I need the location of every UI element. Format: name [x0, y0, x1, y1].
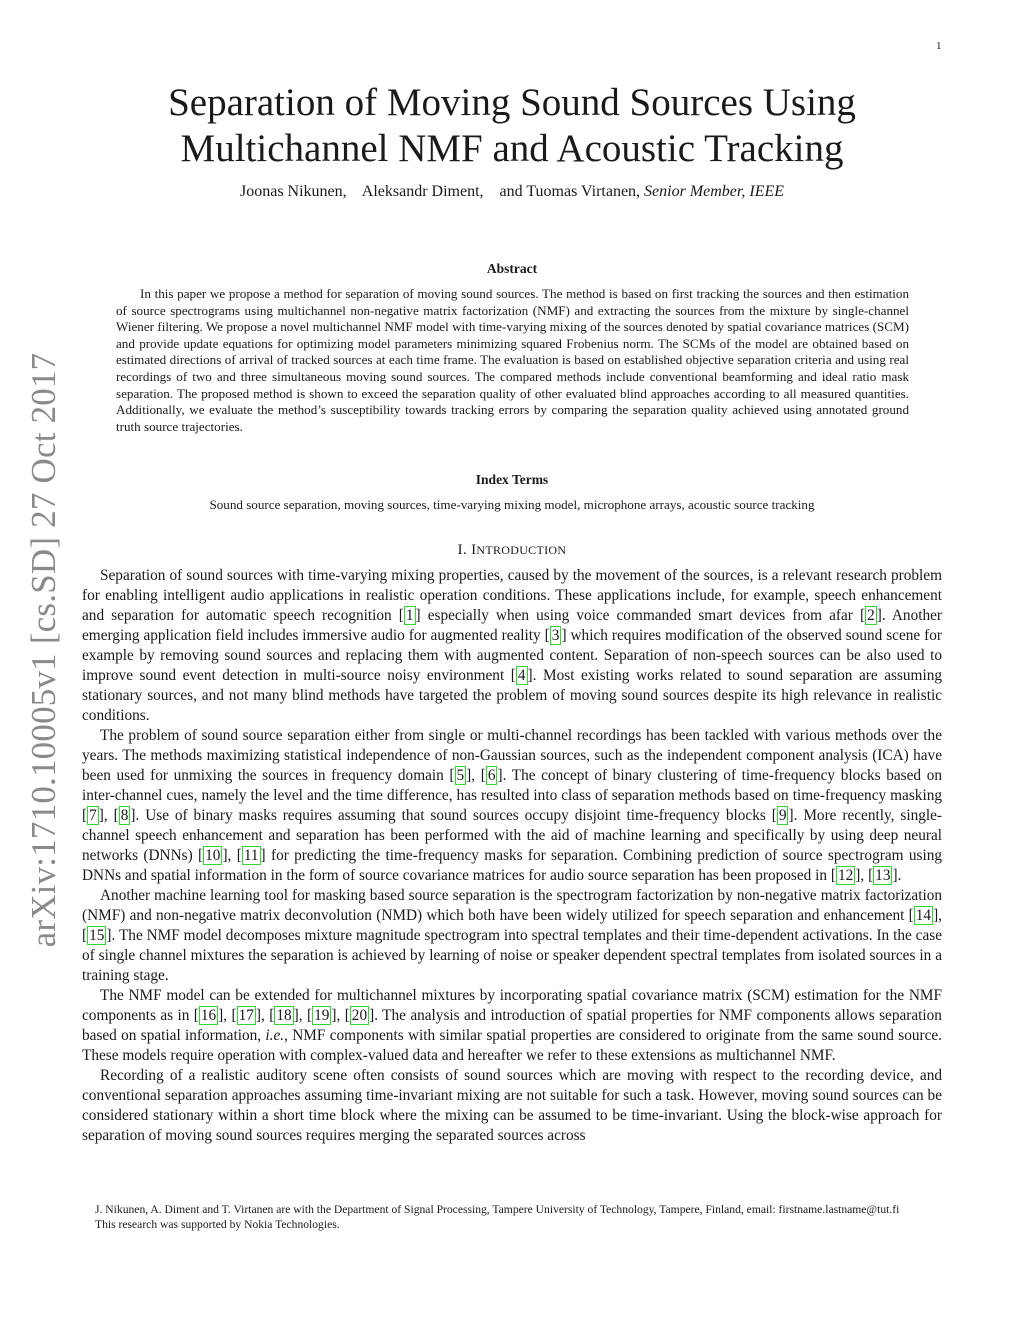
footnote-funding: This research was supported by Nokia Technologies.: [95, 1218, 340, 1231]
text-run: ,: [471, 767, 481, 784]
text-run: Recording of a realistic auditory scene often consists of sound sources which are moving with respect to the recording device, and conventional separation approaches assuming time-invariant mixing are not suitable for such a task. However, moving sound sources can be considered stationary within a short time block where the mixing can be assumed to be time-invariant. Using the block-wise approach for separation of moving sound sources requires merging the separated sources across: [82, 1067, 942, 1144]
title-line-1: Separation of Moving Sound Sources Using: [168, 81, 856, 124]
text-run: ,: [223, 1007, 232, 1024]
paragraph-1: Separation of sound sources with time-varying mixing properties, caused by the movement of the sources, is a relevant research problem for enabling intelligent audio applications in realistic operation conditions. These applications include, for example, speech enhancement and separation for automatic speech recognition [ 1 ] especially when using voice commanded smart devices from afar [ 2 ]. Another emerging application field includes immersive audio for augmented reality [ 3 ] which requires modification of the observed sound scene for example by removing sound sources and replacing them with augmented content. Separation of non-speech sources can be also used to improve sound event detection in multi-source noisy environment [ 4 ]. Most existing works related to sound separation are assuming stationary sources, and not many blind methods have targeted the problem of moving sound sources despite its high relevance in realistic conditions.: [82, 567, 943, 724]
paragraph-3: Another machine learning tool for masking based source separation is the spectrogram factorization by non-negative matrix factorization (NMF) and non-negative matrix deconvolution (NMD) which both have been widely utilized for speech separation and enhancement [ 14 ], [ 15 ]. The NMF model decomposes mixture magnitude spectrogram into spectral templates and their time-dependent activations. In the case of single channel mixtures the separation is achieved by learning of noise or speaker dependent spectral templates from isolated sources in a training stage.: [82, 887, 942, 984]
text-run: The problem of sound source separation either from single or multi-channel recordings has been tackled with various methods over the years. The methods maximizing statistical independence of non-Gaussian sources, such as the independent component analysis (ICA) have been used for unmixing the sources in frequency domain: [82, 727, 942, 784]
text-run: . Another emerging application field includes immersive audio for augmented reality: [82, 607, 942, 644]
citation-link[interactable]: 18: [276, 1007, 292, 1024]
citation-link[interactable]: 15: [89, 927, 105, 944]
author-list: [0, 183, 1024, 201]
citation-link[interactable]: 2: [867, 607, 875, 624]
text-run: ,: [298, 1007, 307, 1024]
text-run: . The analysis and introduction of spatial properties for NMF components allows separation based on spatial information,: [82, 1007, 942, 1044]
index-terms-heading: Index Terms: [475, 472, 549, 487]
text-run: for predicting the time-frequency masks for separation. Combining prediction of source spectrogram using DNNs and spatial information in the form of source covariance matrices for audio source separation has been proposed in: [82, 847, 942, 884]
text-run: especially when using voice commanded smart devices from afar: [420, 607, 860, 624]
author-2: Aleksandr Diment,: [361, 183, 484, 200]
author-membership: Senior Member, IEEE: [644, 183, 785, 200]
page-number: 1: [936, 40, 942, 52]
text-run: Separation of sound sources with time-varying mixing properties, caused by the movement of the sources, is a relevant research problem for enabling intelligent audio applications in realistic operation conditions. These applications include, for example, speech enhancement and separation for automatic speech recognition: [82, 567, 942, 624]
text-run: The NMF model can be extended for multichannel mixtures by incorporating spatial covariance matrix (SCM) estimation for the NMF components as in: [82, 987, 942, 1024]
text-run: ,: [103, 807, 114, 824]
author-3: and Tuomas Virtanen,: [499, 183, 641, 200]
citation-link[interactable]: 7: [89, 807, 97, 824]
title-line-2: Multichannel NMF and Acoustic Tracking: [180, 127, 844, 170]
text-run: ,: [938, 907, 942, 924]
arxiv-stamp: arXiv:1710.10005v1 [cs.SD] 27 Oct 2017: [24, 352, 63, 948]
paragraph-4: The NMF model can be extended for multichannel mixtures by incorporating spatial covariance matrix (SCM) estimation for the NMF components as in [ 16 ], [ 17 ], [ 18 ], [ 19 ], [ 20 ]. The analysis and introduction of spatial properties for NMF components allows separation based on spatial information, i.e., NMF components with similar spatial properties are considered to originate from the same sound source. These models require operation with complex-valued data and hereafter we refer to these extensions as multichannel NMF.: [82, 987, 942, 1064]
text-run: . Use of binary masks requires assuming that sound sources occupy disjoint time-frequency blocks: [135, 807, 772, 824]
abstract-heading: Abstract: [486, 261, 538, 276]
footnotes: [82, 1202, 942, 1232]
citation-link[interactable]: 11: [243, 847, 259, 864]
citation-link[interactable]: 20: [351, 1007, 368, 1024]
abstract-text: In this paper we propose a method for separation of moving sound sources. The method is based on first tracking the sources and then estimation of source spectrograms using multichannel non-negative matrix factorization (NMF) and extracting the sources from the mixture by single-channel Wiener filtering. We propose a novel multichannel NMF model with time-varying mixing of the sources denoted by spatial covariance matrices (SCM) and provide update equations for optimizing model parameters minimizing squared Frobenius norm. The SCMs of the model are obtained based on estimated directions of arrival of tracked sources at each time frame. The evaluation is based on established objective separation criteria and using real recordings of two and three simultaneous moving sound sources. The compared methods include conventional beamforming and ideal ratio mask separation. The proposed method is shown to exceed the separation quality of other evaluated blind approaches according to all measured quantities. Additionally, we evaluate the method’s susceptibility towards tracking errors by comparing the separation quality achieved using annotated ground truth source trajectories.: [116, 286, 909, 434]
text-run: . The NMF model decomposes mixture magnitude spectrogram into spectral templates and their time-dependent activations. In the case of single channel mixtures the separation is achieved by learning of noise or speaker dependent spectral templates from isolated sources in a training stage.: [82, 927, 942, 984]
footnote-affiliation: J. Nikunen, A. Diment and T. Virtanen are with the Department of Signal Processing, Tampere University of Technology, Tampere, Finland, email: firstname.lastname@tut.fi: [95, 1203, 900, 1216]
text-run: . Most existing works related to sound separation are assuming stationary sources, and not many blind methods have targeted the problem of moving sound sources despite its high relevance in realistic conditions.: [82, 667, 943, 724]
text-run-italic: i.e.: [265, 1027, 285, 1044]
index-terms-text: Sound source separation, moving sources, time-varying mixing model, microphone arrays, acoustic source tracking: [209, 497, 815, 512]
citation-link[interactable]: 4: [517, 667, 526, 684]
text-run: ,: [227, 847, 237, 864]
introduction-body: [82, 566, 942, 1146]
citation-link[interactable]: 5: [456, 767, 465, 784]
citation-link[interactable]: 1: [405, 607, 414, 624]
citation-link[interactable]: 16: [200, 1007, 217, 1024]
citation-link[interactable]: 8: [120, 807, 129, 824]
citation-link[interactable]: 12: [838, 867, 854, 884]
section-title-rest: NTRODUCTION: [476, 543, 567, 557]
section-numeral: I.: [457, 542, 472, 558]
citation-link[interactable]: 10: [205, 847, 221, 864]
section-first-letter: I: [471, 542, 477, 558]
paragraph-2: The problem of sound source separation either from single or multi-channel recordings has been tackled with various methods over the years. The methods maximizing statistical independence of non-Gaussian sources, such as the independent component analysis (ICA) have been used for unmixing the sources in frequency domain [ 5 ], [ 6 ]. The concept of binary clustering of time-frequency blocks based on inter-channel cues, namely the level and the time difference, has resulted into class of separation methods based on time-frequency masking [ 7 ], [ 8 ]. Use of binary masks requires assuming that sound sources occupy disjoint time-frequency blocks [ 9 ]. More recently, single-channel speech enhancement and separation has been performed with the aid of machine learning and specifically by using deep neural networks (DNNs) [ 10 ], [ 11 ] for predicting the time-frequency masks for separation. Combining prediction of source spectrogram using DNNs and spatial information in the form of source covariance matrices for audio source separation has been proposed in [ 12 ], [ 13 ].: [82, 727, 942, 884]
text-run: ,: [261, 1007, 270, 1024]
text-run: ,: [336, 1007, 345, 1024]
text-run: . More recently, single-channel speech enhancement and separation has been performed with the aid of machine learning and specifically by using deep neural networks (DNNs): [82, 807, 942, 864]
text-run: Another machine learning tool for masking based source separation is the spectrogram factorization by non-negative matrix factorization (NMF) and non-negative matrix deconvolution (NMD) which both have been widely utilized for speech separation and enhancement: [82, 887, 942, 924]
citation-link[interactable]: 17: [238, 1007, 254, 1024]
citation-link[interactable]: 9: [778, 807, 787, 824]
citation-link[interactable]: 13: [875, 867, 891, 884]
author-1: Joonas Nikunen,: [239, 183, 347, 200]
paper-title: [0, 80, 1024, 172]
text-run: , NMF components with similar spatial properties are considered to originate from the same sound source. These models require operation with complex-valued data and hereafter we refer to these extensions as multichannel NMF.: [82, 1027, 942, 1064]
text-run: . The concept of binary clustering of time-frequency blocks based on inter-channel cues, namely the level and the time difference, has resulted into class of separation methods based on time-frequency masking: [82, 767, 942, 804]
text-run: .: [897, 867, 902, 884]
citation-link[interactable]: 19: [314, 1007, 330, 1024]
text-run: which requires modification of the observed sound scene for example by removing sound sources and replacing them with augmented content. Separation of non-speech sources can be also used to improve sound event detection in multi-source noisy environment: [82, 627, 942, 684]
section-heading-introduction: [0, 542, 1024, 559]
text-run: ,: [860, 867, 869, 884]
citation-link[interactable]: 3: [551, 627, 560, 644]
citation-link[interactable]: 6: [487, 767, 496, 784]
citation-link[interactable]: 14: [915, 907, 932, 924]
paragraph-5: [82, 1066, 942, 1146]
